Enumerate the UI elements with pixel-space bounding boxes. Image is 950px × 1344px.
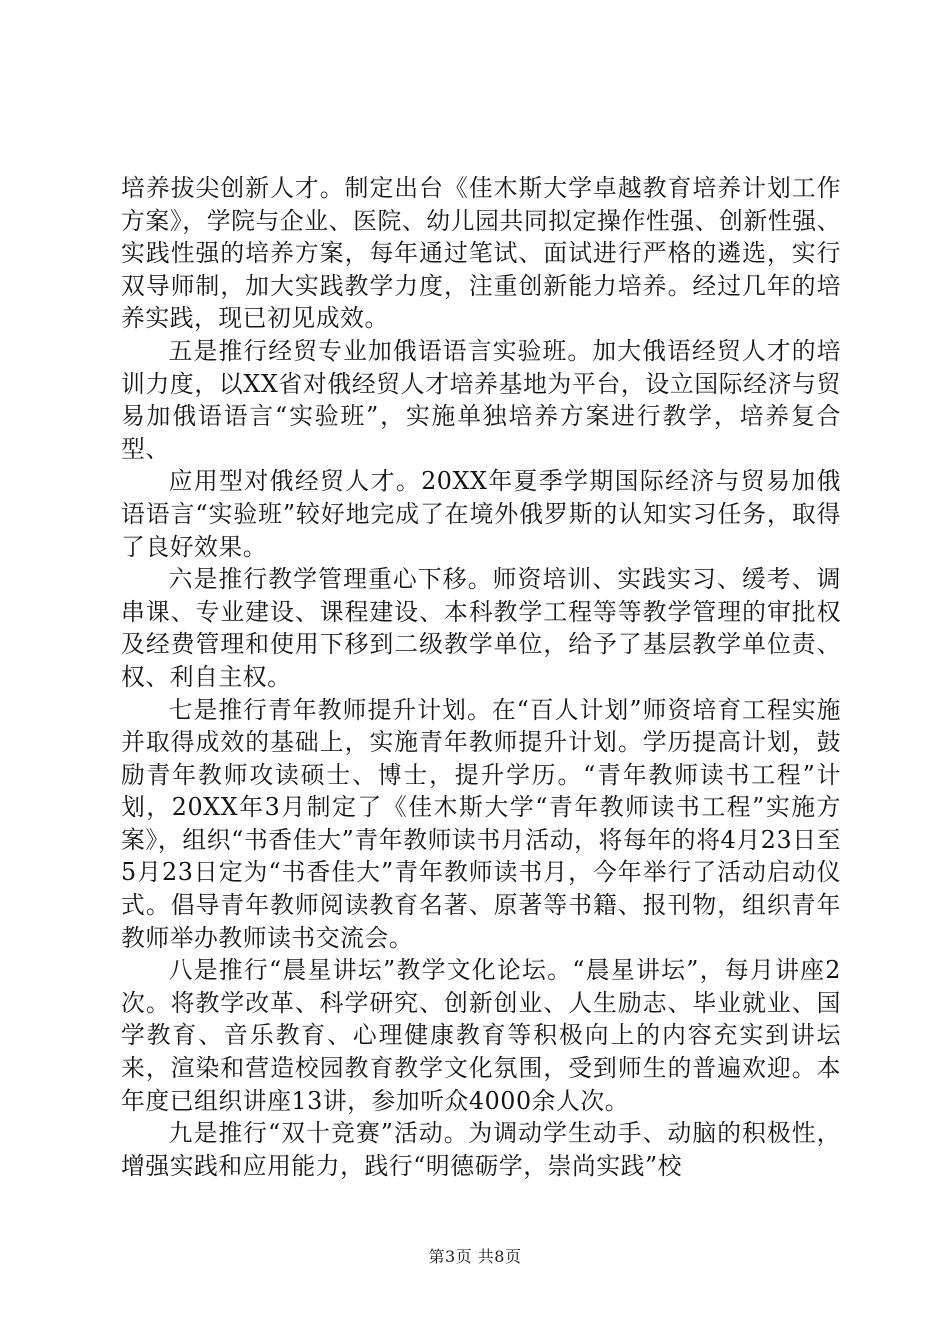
paragraph-item-8: 八是推行“晨星讲坛”教学文化论坛。“晨星讲坛”，每月讲座2次。将教学改革、科学研究、创新创业、人生励志、毕业就业、国学教育、音乐教育、心理健康教育等积极向上的内容充实到讲坛来，渲染和营造校园教育教学文化氛围，受到师生的普遍欢迎。本年度已组织讲座13讲，参加听众4000余人次。	[121, 956, 841, 1115]
paragraph-item-9: 九是推行“双十竞赛”活动。为调动学生动手、动脑的积极性，增强实践和应用能力，践行“明德砺学，崇尚实践”校	[121, 1119, 841, 1180]
paragraph-item-6: 六是推行教学管理重心下移。师资培训、实践实习、缓考、调串课、专业建设、课程建设、本科教学工程等等教学管理的审批权及经费管理和使用下移到二级教学单位，给予了基层教学单位责、权、利自主权。	[121, 565, 841, 691]
paragraph-item-5-continued: 应用型对俄经贸人才。20XX年夏季学期国际经济与贸易加俄语语言“实验班”较好地完成了在境外俄罗斯的认知实习任务，取得了良好效果。	[121, 467, 841, 561]
paragraph-item-7: 七是推行青年教师提升计划。在“百人计划”师资培育工程实施并取得成效的基础上，实施青年教师提升计划。学历提高计划，鼓励青年教师攻读硕士、博士，提升学历。“青年教师读书工程”计划，20XX年3月制定了《佳木斯大学“青年教师读书工程”实施方案》，组织“书香佳大”青年教师读书月活动，将每年的将4月23日至5月23日定为“书香佳大”青年教师读书月，今年举行了活动启动仪式。倡导青年教师阅读教育名著、原著等书籍、报刊物，组织青年教师举办教师读书交流会。	[121, 695, 841, 952]
page-footer: 第3页 共8页	[428, 1247, 522, 1266]
paragraph-continuation: 培养拔尖创新人才。制定出台《佳木斯大学卓越教育培养计划工作方案》，学院与企业、医院、幼儿园共同拟定操作性强、创新性强、实践性强的培养方案，每年通过笔试、面试进行严格的遴选，实行双导师制，加大实践教学力度，注重创新能力培养。经过几年的培养实践，现已初见成效。	[121, 174, 841, 333]
paragraph-item-5: 五是推行经贸专业加俄语语言实验班。加大俄语经贸人才的培训力度，以XX省对俄经贸人才培养基地为平台，设立国际经济与贸易加俄语语言“实验班”，实施单独培养方案进行教学，培养复合型、	[121, 336, 841, 463]
body-text	[121, 172, 841, 1182]
